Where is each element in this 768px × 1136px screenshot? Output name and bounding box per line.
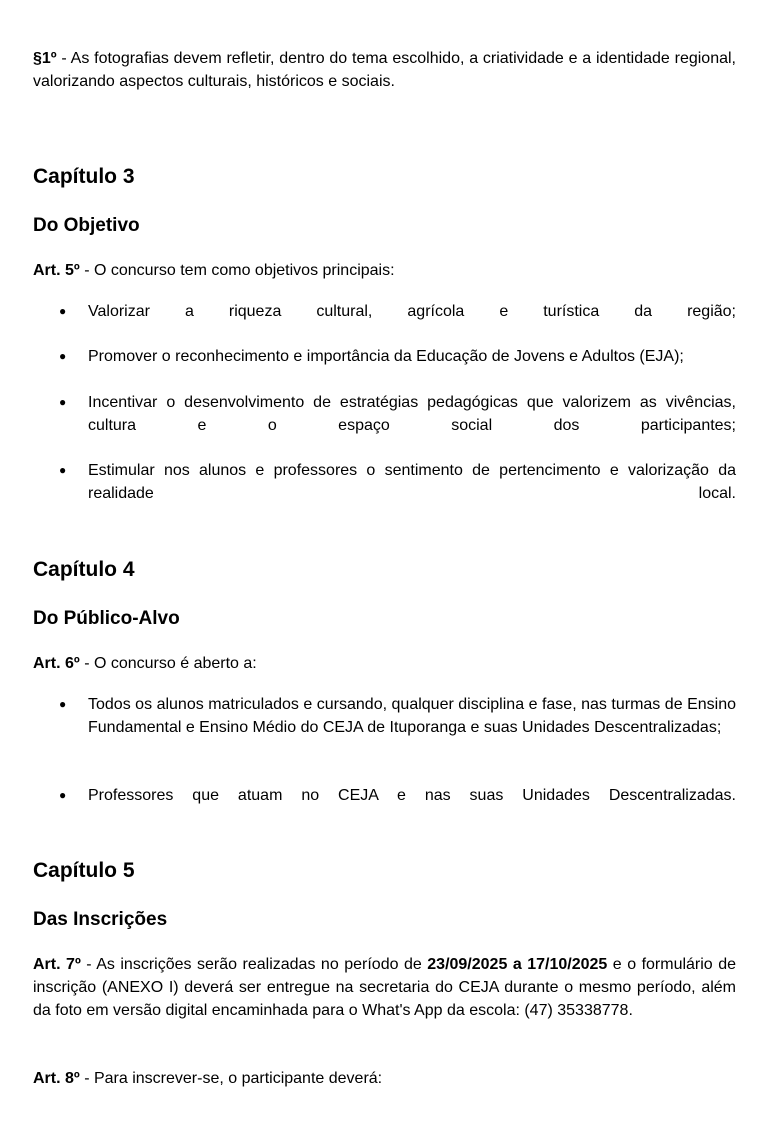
chapter-4-title: Capítulo 4	[33, 558, 135, 581]
chapter-5-subtitle: Das Inscrições	[33, 909, 168, 930]
article-6	[33, 652, 736, 675]
list-item: ● Valorizar a riqueza cultural, agrícola e turística da região;	[88, 300, 736, 323]
chapter-5-title: Capítulo 5	[33, 859, 135, 882]
article-label: Art. 5º	[33, 262, 80, 279]
article-label: Art. 8º	[33, 1070, 80, 1087]
chapter-3-subtitle: Do Objetivo	[33, 215, 140, 236]
article-label: Art. 6º	[33, 655, 80, 672]
chapter-3-title: Capítulo 3	[33, 165, 135, 188]
list-item: ● Professores que atuam no CEJA e nas suas Unidades Descentralizadas.	[88, 784, 736, 807]
list-item: ● Todos os alunos matriculados e cursando, qualquer disciplina e fase, nas turmas de Ensino Fundamental e Ensino Médio do CEJA de Ituporanga e suas Unidades Descentralizadas;	[88, 693, 736, 739]
registration-dates: 23/09/2025 a 17/10/2025	[427, 956, 608, 973]
list-item: ● Incentivar o desenvolvimento de estratégias pedagógicas que valorizem as vivências, cultura e o espaço social dos participantes;	[88, 391, 736, 437]
article-text: - O concurso é aberto a:	[79, 655, 257, 672]
article-label: Art. 7º	[33, 956, 81, 973]
paragraph-1	[33, 47, 736, 93]
article-5	[33, 259, 736, 282]
article-7	[33, 953, 736, 1022]
chapter-4-subtitle: Do Público-Alvo	[33, 608, 180, 629]
article-text: - As inscrições serão realizadas no período de	[80, 956, 428, 973]
paragraph-text: - As fotografias devem refletir, dentro do tema escolhido, a criatividade e a identidade regional, valorizando aspectos culturais, históricos e sociais.	[33, 50, 736, 90]
article-8	[33, 1067, 736, 1090]
paragraph-label: §1º	[33, 50, 57, 67]
list-item: ● Estimular nos alunos e professores o sentimento de pertencimento e valorização da realidade local.	[88, 459, 736, 505]
article-text: - Para inscrever-se, o participante deverá:	[79, 1070, 383, 1087]
article-text: - O concurso tem como objetivos principais:	[79, 262, 395, 279]
article-text: e o formulário de inscrição (ANEXO I) deverá ser entregue na secretaria do CEJA durante o mesmo período, além da foto em versão digital encaminhada para o What's App da escola: (47) 35338778.	[33, 956, 736, 1019]
list-item: ● Promover o reconhecimento e importância da Educação de Jovens e Adultos (EJA);	[88, 345, 736, 368]
